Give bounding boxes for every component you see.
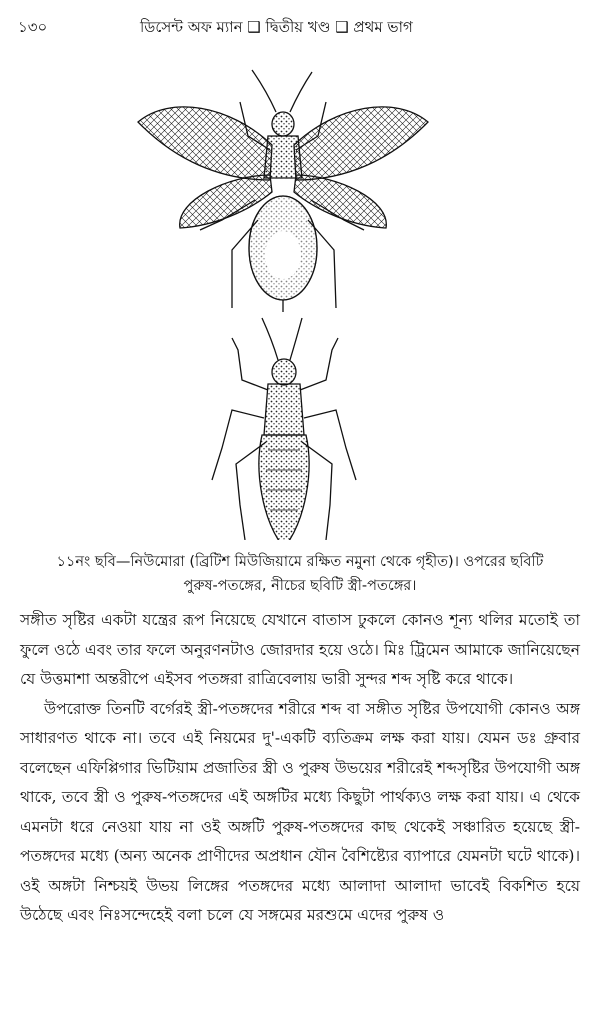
page-header [18,14,582,40]
caption-line-2: পুরুষ-পতঙ্গের, নীচের ছবিটি স্ত্রী-পতঙ্গের। [183,578,417,594]
female-insect-illustration [212,318,356,540]
insect-figure [0,50,600,540]
figure-caption [20,550,580,598]
page-number: ১৩০ [18,18,48,36]
running-head: ডিসেন্ট অফ ম্যান ❑ দ্বিতীয় খণ্ড ❑ প্রথম ভাগ [140,18,413,36]
body-text [20,606,580,931]
paragraph-1: সঙ্গীত সৃষ্টির একটা যন্ত্রের রূপ নিয়েছে যেখানে বাতাস ঢুকলে কোনও শূন্য থলির মতোই তা ফুলে ওঠে এবং তার ফলে অনুরণনটাও জোরদার হয়ে ওঠে। মিঃ ট্রিমেন আমাকে জানিয়েছেন যে উত্তমাশা অন্তরীপে এইসব পতঙ্গরা রাত্রিবেলায় ভারী সুন্দর শব্দ সৃষ্টি করে থাকে। [20,611,580,688]
male-insect-illustration [138,70,428,312]
paragraph-2: উপরোক্ত তিনটি বর্গেরই স্ত্রী-পতঙ্গদের শরীরে শব্দ বা সঙ্গীত সৃষ্টির উপযোগী কোনও অঙ্গ সাধারণত থাকে না। তবে এই নিয়মের দু'-একটি ব্যতিক্রম লক্ষ করা যায়। যেমন ডঃ গ্রুবার বলেছেন এফিপ্পিগার ভিটিয়াম প্রজাতির স্ত্রী ও পুরুষ উভয়ের শরীরেই শব্দসৃষ্টির উপযোগী অঙ্গ থাকে, তবে স্ত্রী ও পুরুষ-পতঙ্গদের এই অঙ্গটির মধ্যে কিছুটা পার্থক্যও লক্ষ করা যায়। এ থেকে এমনটা ধরে নেওয়া যায় না ওই অঙ্গটি পুরুষ-পতঙ্গদের কাছ থেকেই সঞ্চারিত হয়েছে স্ত্রী-পতঙ্গদের মধ্যে (অন্য অনেক প্রাণীদের অপ্রধান যৌন বৈশিষ্ট্যের ব্যাপারে যেমনটা ঘটে থাকে)। ওই অঙ্গটা নিশ্চয়ই উভয় লিঙ্গের পতঙ্গদের মধ্যে আলাদা আলাদা ভাবেই বিকশিত হয়ে উঠেছে এবং নিঃসন্দেহেই বলা চলে যে সঙ্গমের মরশুমে এদের পুরুষ ও [20,699,580,924]
figure-illustration [0,50,600,540]
caption-line-1: ১১নং ছবি—নিউমোরা (ব্রিটিশ মিউজিয়ামে রক্ষিত নমুনা থেকে গৃহীত)। ওপরের ছবিটি [56,554,544,570]
